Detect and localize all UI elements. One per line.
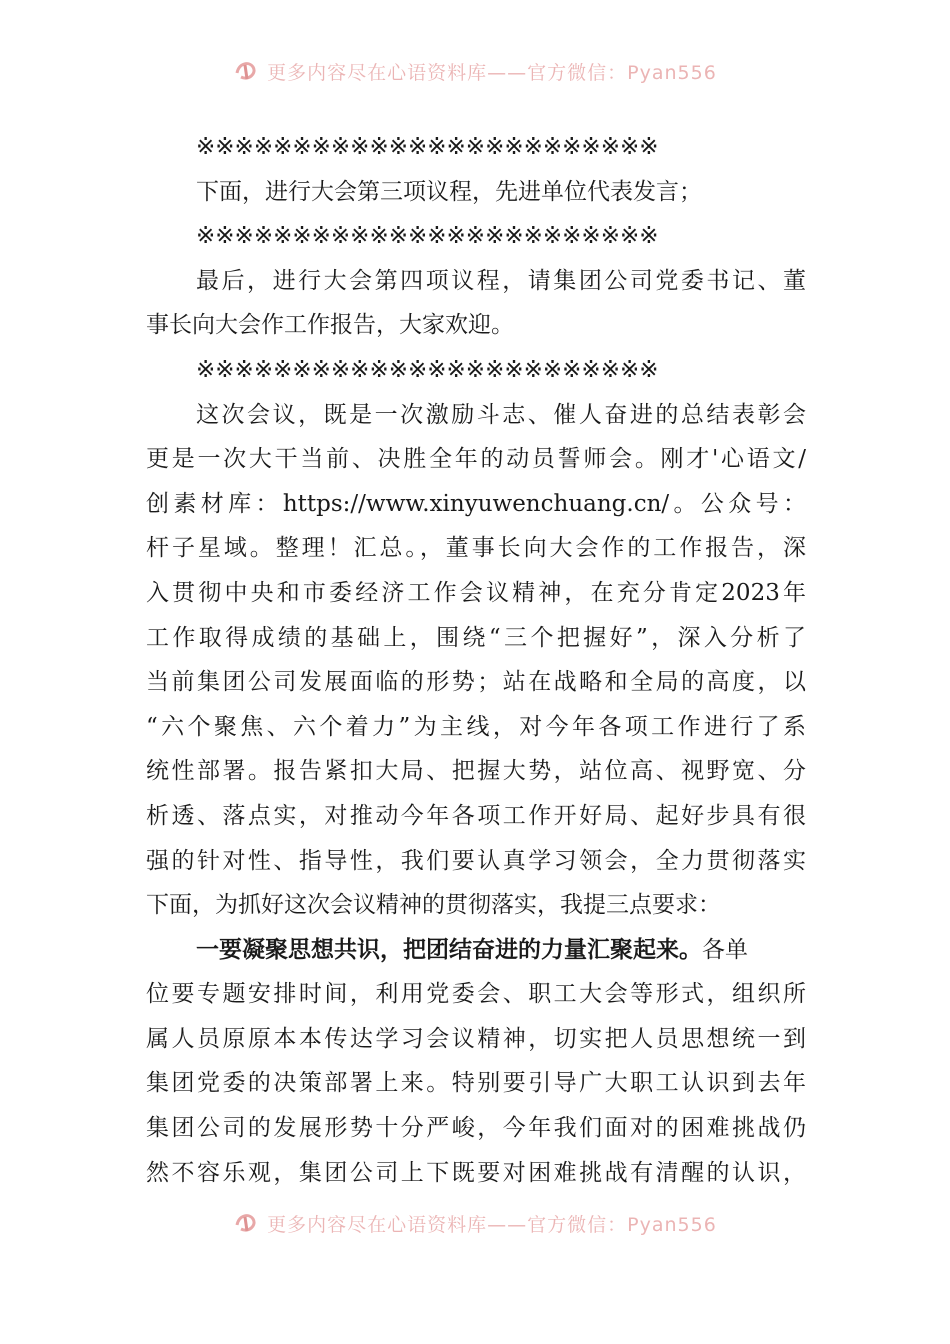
watermark-logo-icon (233, 1211, 261, 1235)
divider-line: ※※※※※※※※※※※※※※※※※※※※※※※※ (196, 134, 659, 160)
paragraph-line: 下面，为抓好这次会议精神的贯彻落实，我提三点要求： (146, 892, 721, 919)
watermark-text: 更多内容尽在心语资料库——官方微信：Pyan556 (267, 1213, 717, 1236)
paragraph-line: 当前集团公司发展面临的形势；站在战略和全局的高度，以 (146, 669, 806, 696)
document-body (146, 125, 806, 1195)
paragraph-line: 集团党委的决策部署上来。特别要引导广大职工认识到去年 (146, 1070, 806, 1097)
point-one-continuation: 各单 (702, 936, 748, 963)
watermark-text: 更多内容尽在心语资料库——官方微信：Pyan556 (267, 61, 717, 84)
paragraph-line: 强的针对性、指导性，我们要认真学习领会，全力贯彻落实 (146, 847, 806, 874)
paragraph-line: 事长向大会作工作报告，大家欢迎。 (146, 312, 514, 339)
watermark-logo-icon (233, 59, 261, 83)
paragraph-line: 然不容乐观，集团公司上下既要对困难挑战有清醒的认识， (146, 1159, 806, 1186)
paragraph-line: “六个聚焦、六个着力”为主线，对今年各项工作进行了系 (146, 713, 806, 740)
paragraph-line: 最后，进行大会第四项议程，请集团公司党委书记、董 (196, 267, 806, 294)
paragraph-line: 更是一次大干当前、决胜全年的动员誓师会。刚才'心语文/ (146, 446, 806, 473)
paragraph-line: 杆子星域。整理！汇总。，董事长向大会作的工作报告，深 (146, 535, 806, 562)
paragraph-line: 这次会议，既是一次激励斗志、催人奋进的总结表彰会 (196, 401, 806, 428)
paragraph-line: 工作取得成绩的基础上，围绕“三个把握好”，深入分析了 (146, 624, 806, 651)
header-watermark (0, 56, 950, 86)
footer-watermark (0, 1208, 950, 1238)
paragraph-line: 统性部署。报告紧扣大局、把握大势，站位高、视野宽、分 (146, 758, 806, 785)
paragraph-line: 属人员原原本本传达学习会议精神，切实把人员思想统一到 (146, 1025, 806, 1052)
divider-line: ※※※※※※※※※※※※※※※※※※※※※※※※ (196, 223, 659, 250)
paragraph-line: 析透、落点实，对推动今年各项工作开好局、起好步具有很 (146, 802, 806, 829)
paragraph-line: 集团公司的发展形势十分严峻，今年我们面对的困难挑战仍 (146, 1115, 806, 1142)
point-one-heading: 一要凝聚思想共识，把团结奋进的力量汇聚起来。 (196, 935, 702, 963)
paragraph-line: 入贯彻中央和市委经济工作会议精神，在充分肯定2023年 (146, 579, 806, 606)
paragraph-line: 创素材库：https://www.xinyuwenchuang.cn/。公众号： (146, 490, 806, 517)
paragraph-line: 位要专题安排时间，利用党委会、职工大会等形式，组织所 (146, 981, 806, 1008)
divider-line: ※※※※※※※※※※※※※※※※※※※※※※※※ (196, 356, 659, 383)
paragraph-line: 下面，进行大会第三项议程，先进单位代表发言； (196, 178, 702, 205)
point-one-heading-line (146, 928, 806, 973)
